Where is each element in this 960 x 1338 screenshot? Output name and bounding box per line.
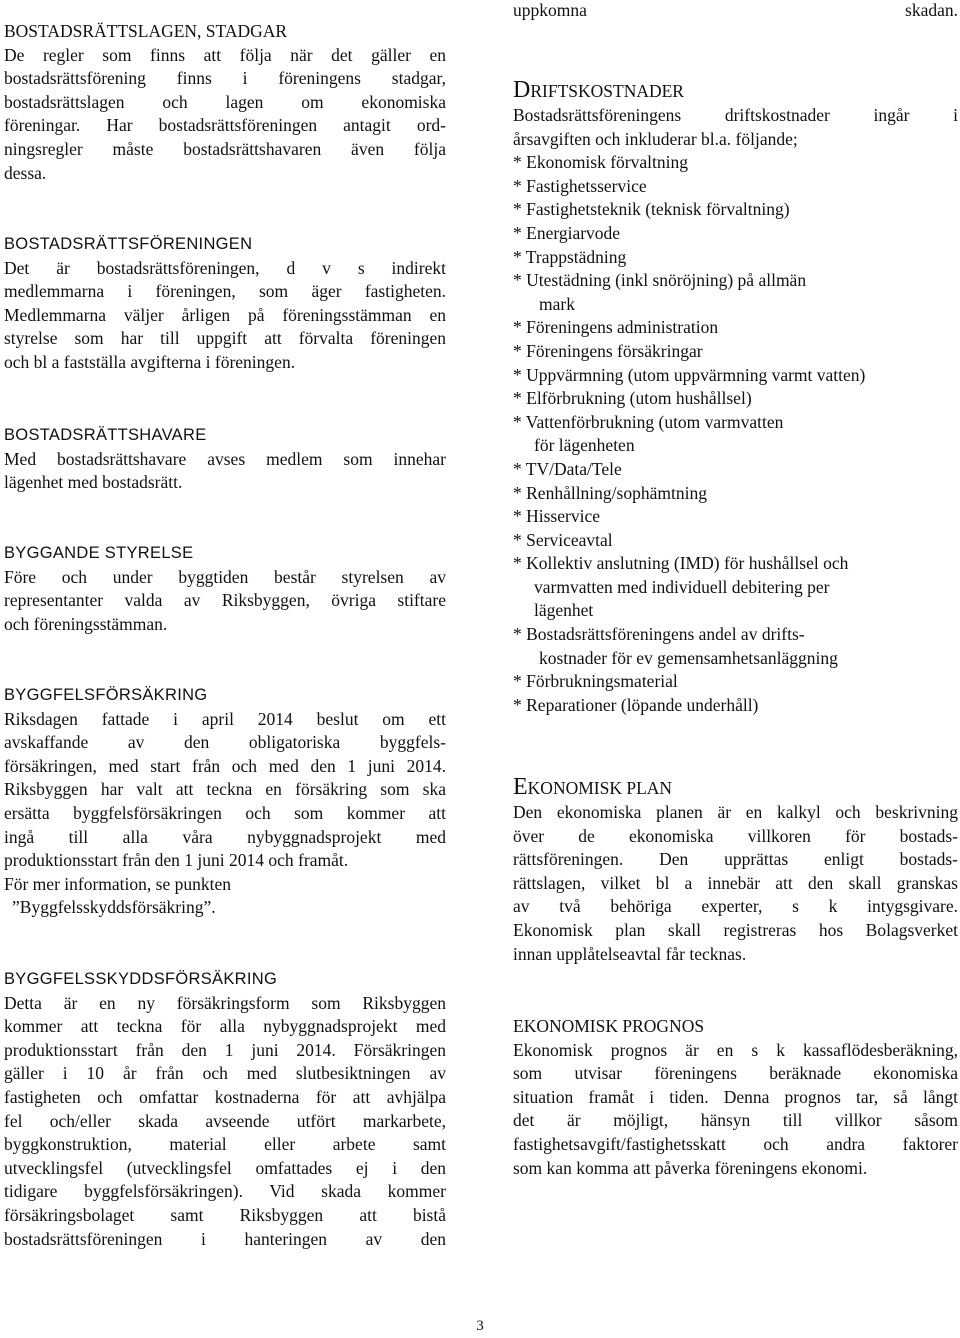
section-driftskostnader: [513, 76, 958, 717]
body-line: Ekonomisk plan skall registreras hos Bolagsverket: [513, 919, 958, 940]
body-line: styrelse som har till uppgift att förvalta föreningen: [4, 328, 446, 349]
cost-list: [513, 151, 958, 717]
body-line: produktionsstart från den 1 juni 2014. Försäkringen: [4, 1039, 446, 1060]
body-line: försäkringsbolaget samt Riksbyggen att bistå: [4, 1204, 446, 1225]
cost-list-item-continuation: kostnader för ev gemensamhetsanläggning: [539, 647, 838, 668]
continuation-line: [513, 0, 958, 23]
section-heading: BYGGFELSSKYDDSFÖRSÄKRING: [4, 970, 278, 988]
cost-list-item: * Reparationer (löpande underhåll): [513, 694, 759, 715]
section-heading: BOSTADSRÄTTSHAVARE: [4, 426, 207, 444]
body-line: tidigare byggfelsförsäkringen). Vid skada kommer: [4, 1181, 446, 1202]
cost-list-item-continuation: lägenhet: [534, 600, 594, 621]
body-line: dessa.: [4, 162, 47, 183]
section-heading: BOSTADSRÄTTSLAGEN, STADGAR: [4, 21, 288, 41]
body-line: försäkringen, med start från och med den 1 juni 2014.: [4, 755, 446, 776]
body-line: medlemmarna i föreningen, som äger fastigheten.: [4, 281, 446, 302]
heading-initial: D: [513, 77, 531, 103]
section-ekonomisk-prognos: [513, 1015, 958, 1180]
cost-list-item-continuation: varmvatten med individuell debitering per: [534, 576, 830, 597]
body-line: Den ekonomiska planen är en kalkyl och beskrivning: [513, 802, 958, 822]
body-line: avskaffande av den obligatoriska byggfels-: [4, 732, 446, 753]
body-line: och föreningsstämman.: [4, 613, 168, 634]
heading-initial: E: [513, 774, 528, 800]
section-heading: BYGGANDE STYRELSE: [4, 544, 194, 562]
section-heading: [513, 773, 958, 801]
body-line: Det är bostadsrättsföreningen, d v s indirekt: [4, 257, 446, 278]
cost-list-item: * Utestädning (inkl snöröjning) på allmän: [513, 270, 807, 291]
section-bostadsrattshavare: [4, 424, 446, 495]
body-line: fastighetsavgift/fastighetsskatt och andra faktorer: [513, 1133, 958, 1154]
cost-list-item: * Föreningens försäkringar: [513, 340, 703, 361]
section-byggande-styrelse: [4, 542, 446, 636]
body-line: De regler som finns att följa när det gäller en: [4, 44, 446, 65]
section-bostadsrattslagen: [4, 20, 446, 185]
section-bostadsrattsforeningen: [4, 233, 446, 375]
body-line: ersätta byggfelsförsäkringen och som kommer att: [4, 802, 446, 823]
body-line: Ekonomisk prognos är en s k kassaflödesberäkning,: [513, 1039, 958, 1060]
cost-list-item: * Energiarvode: [513, 222, 621, 243]
continuation-word: skadan.: [905, 0, 958, 20]
body-line: byggkonstruktion, material eller arbete samt: [4, 1134, 446, 1155]
body-line: det är möjligt, hänsyn till villkor såsom: [513, 1110, 958, 1131]
body-line: Detta är en ny försäkringsform som Riksbyggen: [4, 992, 446, 1013]
body-line: föreningar. Har bostadsrättsföreningen antagit ord-: [4, 115, 446, 136]
cost-list-item: * Hisservice: [513, 506, 600, 527]
cost-list-item: * Fastighetsservice: [513, 175, 647, 196]
body-line: rättslagen, vilket bl a innebär att den skall granskas: [513, 872, 958, 893]
section-heading: EKONOMISK PROGNOS: [513, 1016, 705, 1036]
page-number: 3: [476, 1318, 484, 1334]
body-line: produktionsstart från den 1 juni 2014 och framåt.: [4, 850, 349, 871]
body-line: Medlemmarna väljer årligen på föreningsstämman en: [4, 304, 446, 325]
body-line: och bl a fastställa avgifterna i föreningen.: [4, 351, 296, 372]
cost-list-item: * Vattenförbrukning (utom varmvatten: [513, 411, 784, 432]
cost-list-item: * Ekonomisk förvaltning: [513, 152, 688, 173]
body-line: innan upplåtelseavtal får tecknas.: [513, 943, 747, 964]
body-line: fastigheten och omfattar kostnaderna för att avhjälpa: [4, 1086, 446, 1107]
cost-list-item: * Föreningens administration: [513, 317, 719, 338]
cost-list-item: * Fastighetsteknik (teknisk förvaltning): [513, 199, 790, 220]
body-line: över de ekonomiska villkoren för bostads-: [513, 825, 958, 846]
body-line: årsavgiften och inkluderar bl.a. följande;: [513, 128, 798, 149]
cost-list-item-continuation: mark: [539, 293, 575, 314]
body-line: ingå till alla våra nybyggnadsprojekt med: [4, 826, 446, 847]
body-line: Bostadsrättsföreningens driftskostnader ingår i: [513, 105, 958, 125]
body-line: bostadsrättsförening finns i föreningens stadgar,: [4, 68, 446, 89]
cost-list-item: * Uppvärmning (utom uppvärmning varmt vatten): [513, 364, 866, 385]
body-line: rättsföreningen. Den upprättas enligt bostads-: [513, 849, 958, 870]
cost-list-item-continuation: för lägenheten: [534, 435, 635, 456]
section-heading: [513, 76, 958, 104]
heading-rest: RIFTSKOSTNADER: [530, 81, 684, 101]
body-line: Med bostadsrättshavare avses medlem som innehar: [4, 448, 446, 469]
body-line: Riksdagen fattade i april 2014 beslut om ett: [4, 708, 446, 729]
section-heading: BYGGFELSFÖRSÄKRING: [4, 686, 208, 704]
cost-list-item: * Renhållning/sophämtning: [513, 482, 707, 503]
body-line: gäller i 10 år från och med slutbesiktningen av: [4, 1063, 446, 1084]
cost-list-item: * Bostadsrättsföreningens andel av drifts-: [513, 624, 805, 645]
section-byggfelsskyddsforsakring: [4, 968, 446, 1251]
body-line: lägenhet med bostadsrätt.: [4, 472, 183, 493]
section-heading: BOSTADSRÄTTSFÖRENINGEN: [4, 235, 253, 253]
body-line: situation framåt i tiden. Denna prognos tar, så långt: [513, 1086, 958, 1107]
body-line: representanter valda av Riksbyggen, övriga stiftare: [4, 590, 446, 611]
cost-list-item: * Förbrukningsmaterial: [513, 671, 678, 692]
body-line: ”Byggfelsskyddsförsäkring”.: [12, 897, 216, 918]
cost-list-item: * Elförbrukning (utom hushållsel): [513, 388, 752, 409]
body-line: som utvisar föreningens beräknade ekonomiska: [513, 1063, 958, 1084]
body-line: av två behöriga experter, s k intygsgivare.: [513, 896, 958, 917]
heading-rest: KONOMISK PLAN: [527, 778, 673, 798]
body-line: bostadsrättsföreningen i hanteringen av den: [4, 1228, 446, 1249]
body-line: För mer information, se punkten: [4, 873, 231, 894]
cost-list-item: * Serviceavtal: [513, 529, 613, 550]
section-ekonomisk-plan: [513, 773, 958, 966]
body-line: fel och/eller skada avseende utfört markarbete,: [4, 1110, 446, 1131]
body-line: Riksbyggen har valt att teckna en försäkring som ska: [4, 779, 446, 800]
cost-list-item: * TV/Data/Tele: [513, 458, 622, 479]
body-line: Före och under byggtiden består styrelsen av: [4, 566, 446, 587]
section-byggfelsforsakring: [4, 684, 446, 920]
body-line: ningsregler måste bostadsrättshavaren även följa: [4, 138, 446, 159]
body-line: utvecklingsfel (utvecklingsfel omfattades ej i den: [4, 1157, 446, 1178]
body-line: bostadsrättslagen och lagen om ekonomiska: [4, 91, 446, 112]
body-line: som kan komma att påverka föreningens ekonomi.: [513, 1157, 868, 1178]
body-line: kommer att teckna för alla nybyggnadsprojekt med: [4, 1016, 446, 1037]
cost-list-item: * Kollektiv anslutning (IMD) för hushållsel och: [513, 553, 849, 574]
continuation-word: uppkomna: [513, 0, 587, 20]
cost-list-item: * Trappstädning: [513, 246, 627, 267]
